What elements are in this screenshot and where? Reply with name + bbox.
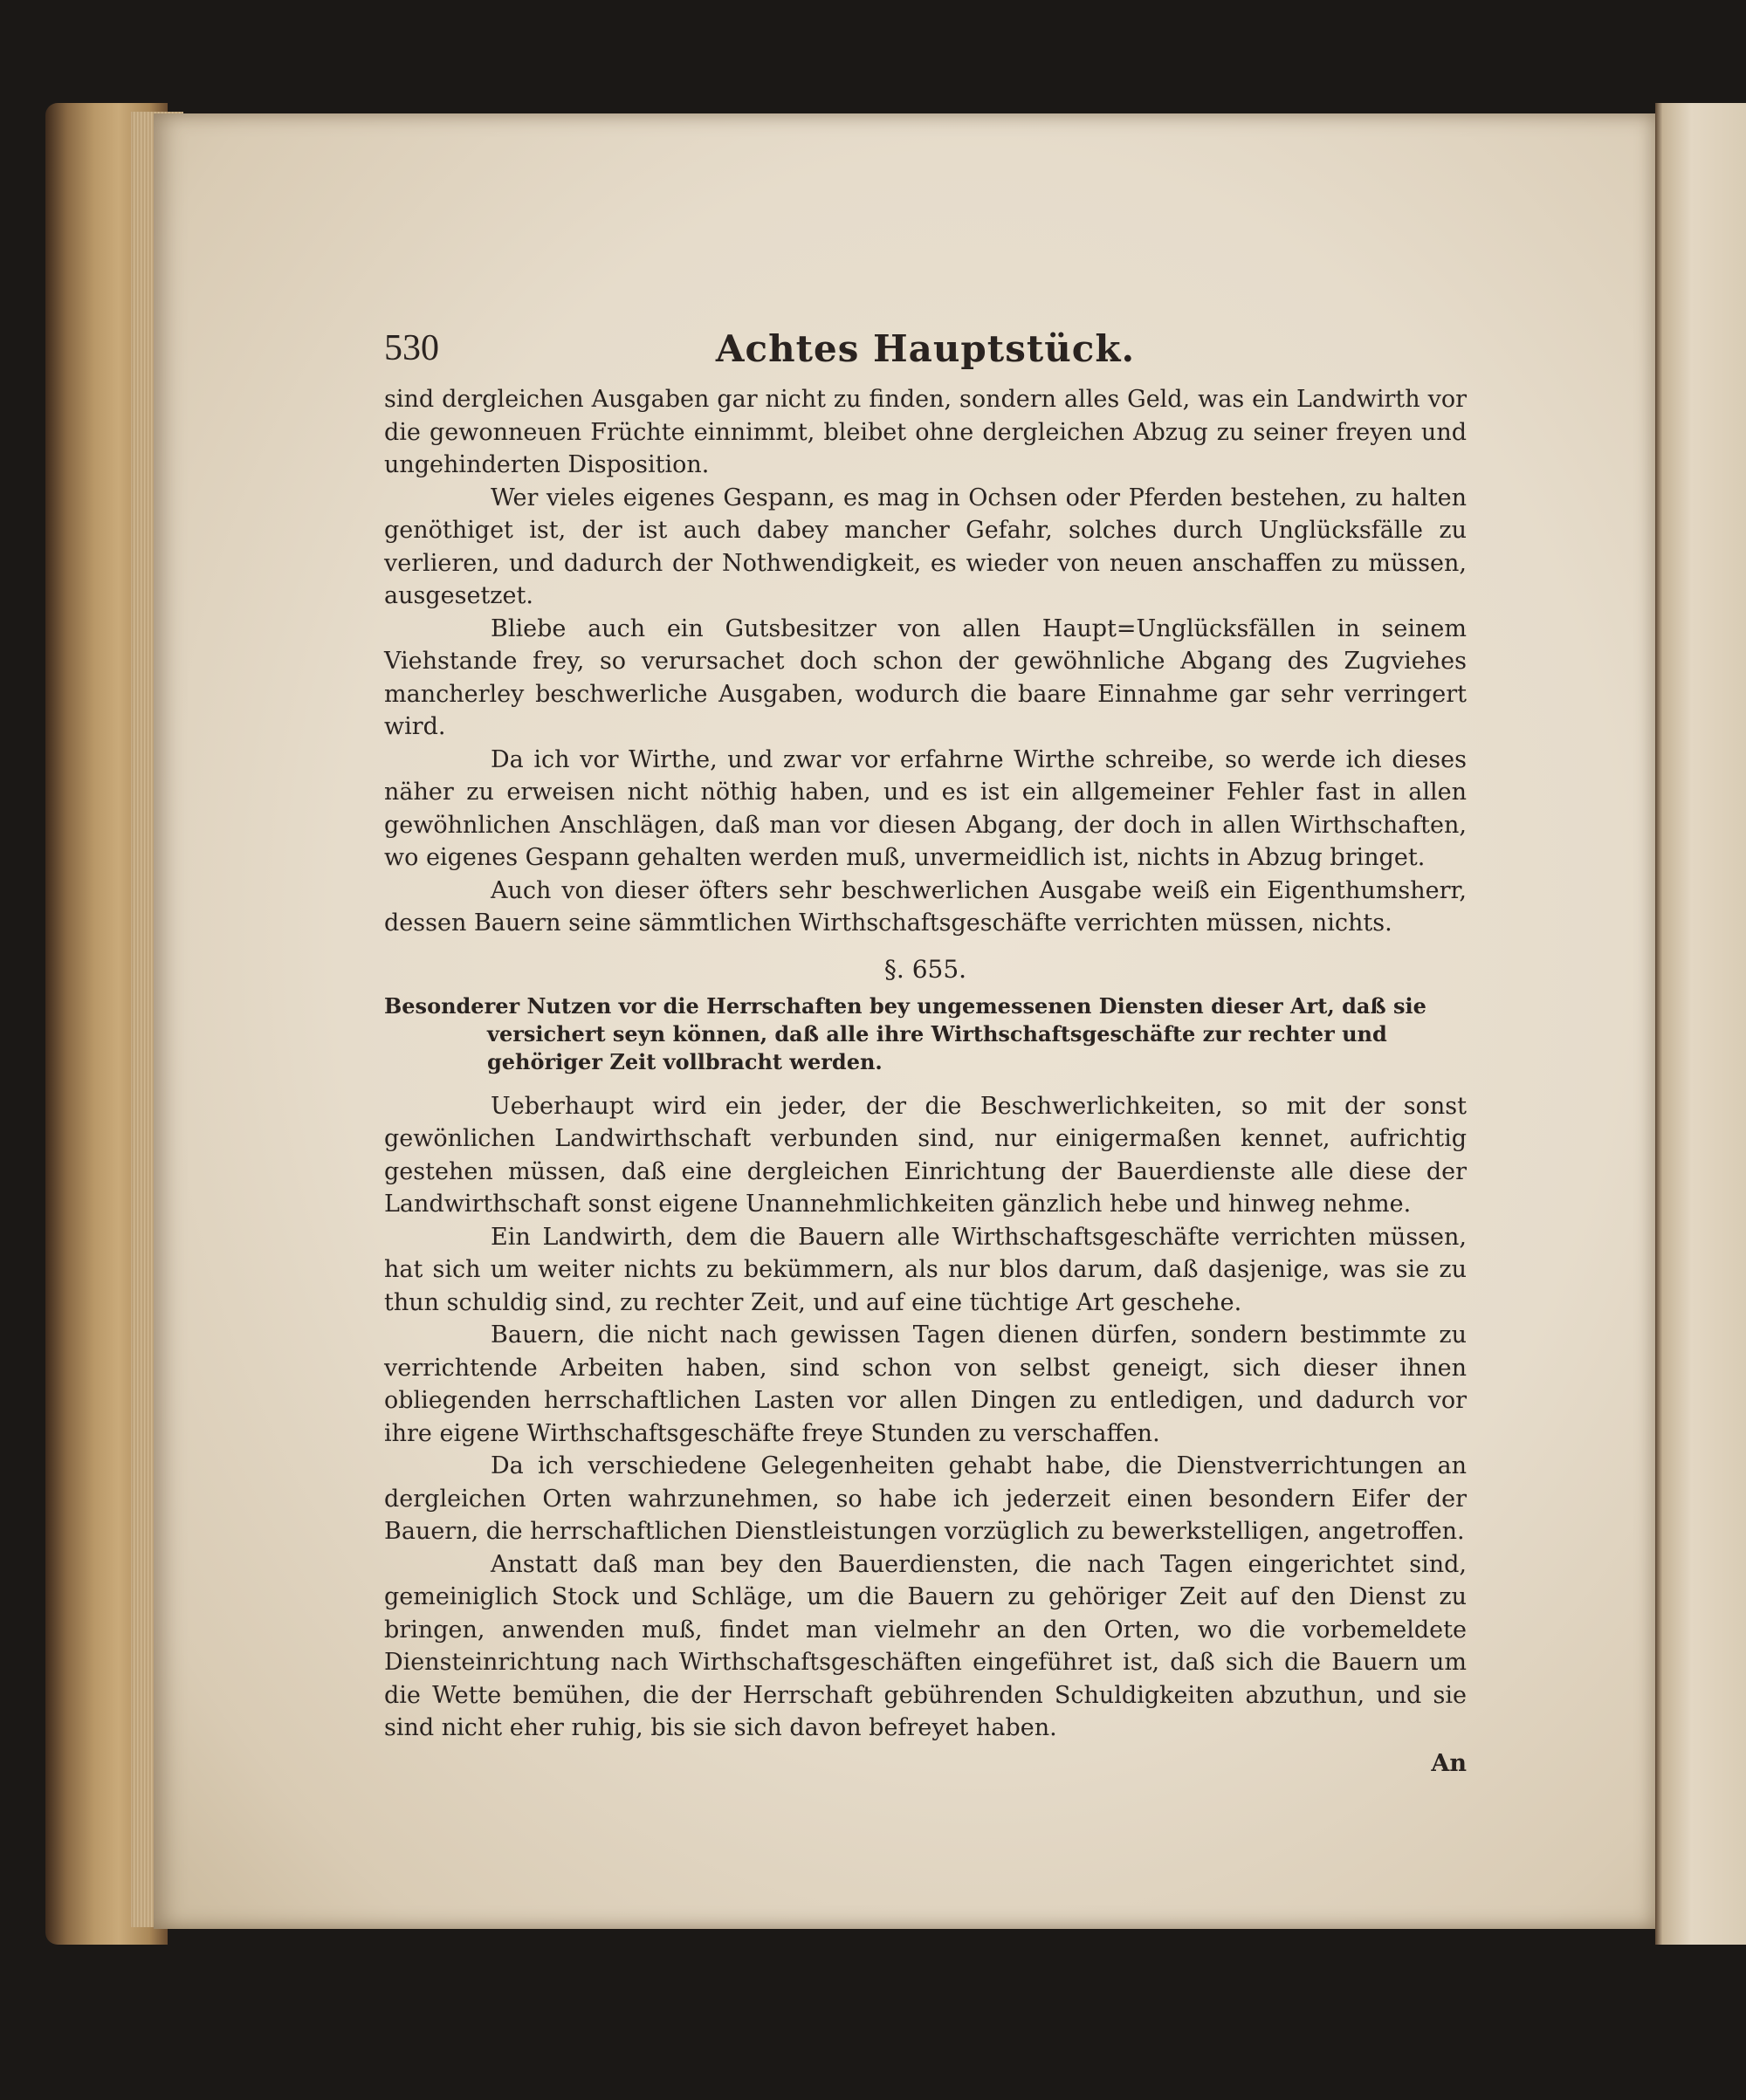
paragraph: Wer vieles eigenes Gespann, es mag in Ochsen oder Pferden bestehen, zu halten genöthiget ist, der ist auch dabey mancher Gefahr, solches durch Unglücksfälle zu verlieren, und dadurch der Nothwendigkeit, es wieder von neuen anschaffen zu müssen, ausgesetzet. — [384, 484, 1467, 609]
paragraph: Da ich verschiedene Gelegenheiten gehabt habe, die Dienstverrichtungen an dergleichen Orten wahrzunehmen, so habe ich jederzeit einen besondern Eifer der Bauern, die herrschaftlichen Dienstleistungen vorzüglich zu bewerkstelligen, angetroffen. — [384, 1452, 1467, 1545]
page-number: 530 — [384, 328, 439, 368]
page-header — [384, 327, 1467, 381]
paragraph: Bauern, die nicht nach gewissen Tagen dienen dürfen, sondern bestimmte zu verrichtende Arbeiten haben, sind schon von selbst geneigt, sich dieser ihnen obliegenden herrschaftlichen Lasten vor allen Dingen zu entledigen, und dadurch vor ihre eigene Wirthschaftsgeschäfte freye Stunden zu verschaffen. — [384, 1321, 1467, 1447]
paragraph: Ein Landwirth, dem die Bauern alle Wirthschaftsgeschäfte verrichten müssen, hat sich um weiter nichts zu bekümmern, als nur blos darum, daß dasjenige, was sie zu thun schuldig sind, zu rechter Zeit, und auf eine tüchtige Art geschehe. — [384, 1223, 1467, 1316]
body-text — [384, 383, 1467, 1777]
section-number: §. 655. — [883, 954, 967, 984]
facing-page-edge — [1655, 103, 1746, 1945]
paragraph: Anstatt daß man bey den Bauerdiensten, die nach Tagen eingerichtet sind, gemeiniglich Stock und Schläge, um die Bauern zu gehöriger Zeit auf den Dienst zu bringen, anwenden muß, findet man vielmehr an den Orten, wo die vorbemeldete Diensteinrichtung nach Wirthschaftsgeschäften eingeführet ist, daß sich die Bauern um die Wette bemühen, die der Herrschaft gebührenden Schuldigkeiten abzuthun, und sie sind nicht eher ruhig, bis sie sich davon befreyet haben. — [384, 1550, 1467, 1741]
paragraph: Da ich vor Wirthe, und zwar vor erfahrne Wirthe schreibe, so werde ich dieses näher zu erweisen nicht nöthig haben, und es ist ein allgemeiner Fehler fast in allen gewöhnlichen Anschlägen, daß man vor diesen Abgang, der doch in allen Wirthschaften, wo eigenes Gespann gehalten werden muß, unvermeidlich ist, nichts in Abzug bringet. — [384, 745, 1467, 871]
paragraph: Bliebe auch ein Gutsbesitzer von allen Haupt=Unglücksfällen in seinem Viehstande frey, so verursachet doch schon der gewöhnliche Abgang des Zugviehes mancherley beschwerliche Ausgaben, wodurch die baare Einnahme gar sehr verringert wird. — [384, 614, 1467, 740]
paragraph: sind dergleichen Ausgaben gar nicht zu finden, sondern alles Geld, was ein Landwirth vor die gewonneuen Früchte einnimmt, bleibet ohne dergleichen Abzug zu seiner freyen und ungehinderten Disposition. — [384, 386, 1467, 478]
paragraph: Auch von dieser öfters sehr beschwerlichen Ausgabe weiß ein Eigenthumsherr, dessen Bauern seine sämmtlichen Wirthschaftsgeschäfte verrichten müssen, nichts. — [384, 876, 1467, 937]
paragraph: Ueberhaupt wird ein jeder, der die Beschwerlichkeiten, so mit der sonst gewönlichen Landwirthschaft verbunden sind, nur einigermaßen kennet, aufrichtig gestehen müssen, daß eine dergleichen Einrichtung der Bauerdienste alle diese der Landwirthschaft sonst eigene Unannehmlichkeiten gänzlich hebe und hinweg nehme. — [384, 1092, 1467, 1218]
running-title: Achtes Hauptstück. — [715, 327, 1136, 370]
text-block — [384, 327, 1467, 1777]
section-heading: Besonderer Nutzen vor die Herrschaften bey ungemessenen Diensten dieser Art, daß sie versichert seyn können, daß alle ihre Wirthschaftsgeschäfte zur rechter und gehöriger Zeit vollbracht werden. — [384, 992, 1426, 1074]
catchword: An — [1431, 1749, 1467, 1777]
